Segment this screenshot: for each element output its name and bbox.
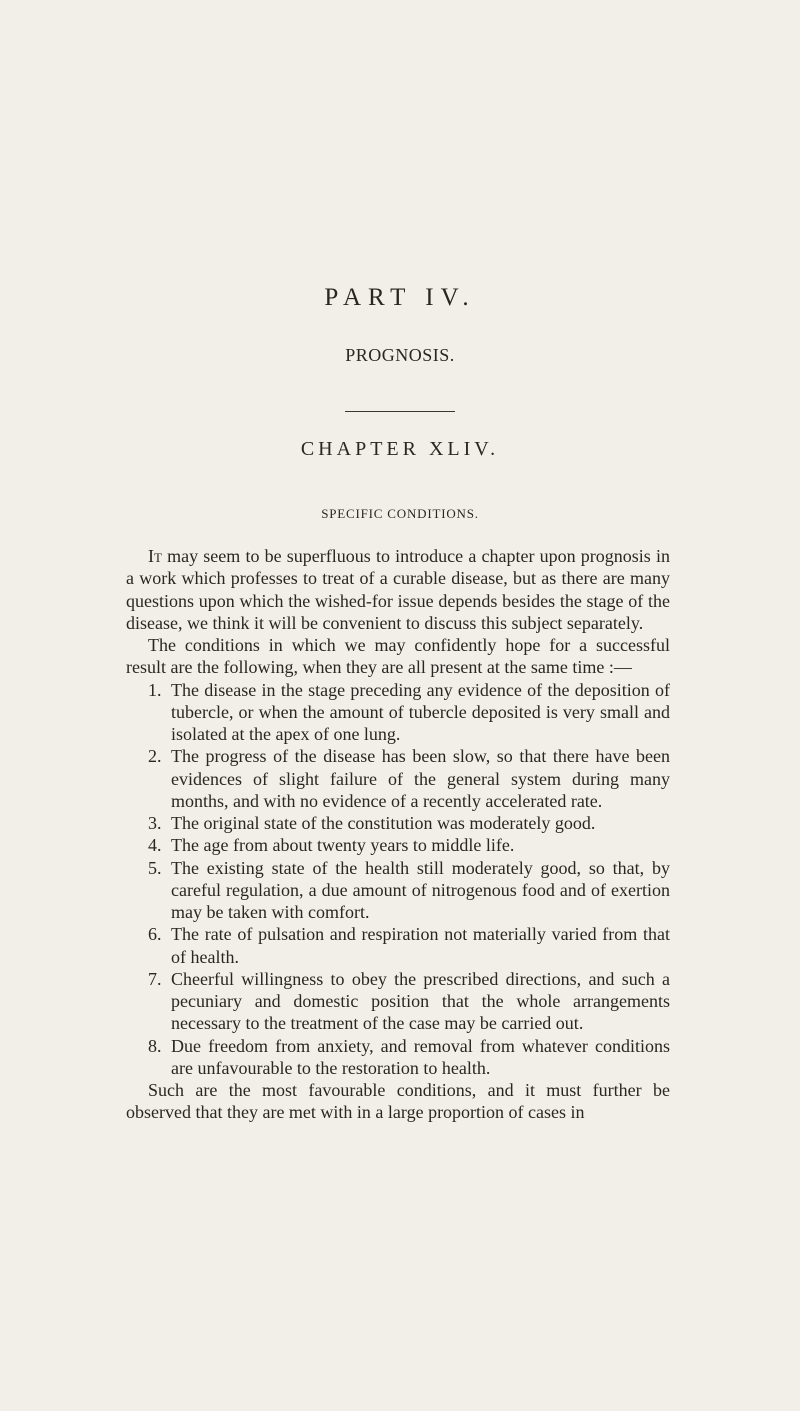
list-item-text: Cheerful willingness to obey the prescribed directions, and such a pecuniary and domestic position that the whole arrangements necessary to the treatment of the case may be carried out. — [171, 968, 670, 1034]
list-item — [126, 923, 670, 968]
list-item — [126, 679, 670, 746]
list-item-text: The original state of the constitution was moderately good. — [171, 813, 596, 833]
part-subtitle: PROGNOSIS. — [345, 345, 455, 365]
list-item-number: 4. — [148, 835, 162, 856]
list-item-text: The progress of the disease has been slow, so that there have been evidences of slight failure of the general system during many months, and with no evidence of a recently accelerated rate. — [171, 746, 670, 811]
list-item — [126, 1035, 670, 1080]
intro-paragraph — [126, 545, 670, 634]
divider-rule — [345, 411, 455, 412]
closing-paragraph: Such are the most favourable conditions, and it must further be observed that they are met with in a large proportion of cases in — [126, 1080, 670, 1123]
list-item — [126, 812, 670, 834]
list-item-number: 5. — [148, 857, 162, 878]
list-item — [126, 857, 670, 924]
intro-first-word: It — [148, 546, 162, 566]
list-item — [126, 745, 670, 812]
list-item-number: 7. — [148, 968, 162, 989]
list-item-text: The existing state of the health still moderately good, so that, by careful regulation, a due amount of nitrogenous food and of exertion may be taken with comfort. — [171, 857, 670, 922]
list-item-text: The age from about twenty years to middle life. — [171, 835, 515, 856]
chapter-title: CHAPTER XLIV. — [300, 438, 500, 460]
body-text — [126, 545, 670, 1124]
list-item-number: 6. — [148, 924, 162, 945]
section-title: SPECIFIC CONDITIONS. — [321, 506, 479, 521]
conditions-intro-paragraph: The conditions in which we may confidently hope for a successful result are the following, when they are all present at the same time :— — [126, 635, 670, 678]
list-item-number: 3. — [148, 813, 162, 833]
part-title: PART IV. — [324, 284, 476, 311]
list-item-text: The rate of pulsation and respiration not materially varied from that of health. — [171, 924, 670, 967]
list-item-text: The disease in the stage preceding any evidence of the deposition of tubercle, or when the amount of tubercle deposited is very small and isolated at the apex of one lung. — [171, 679, 670, 744]
list-item-number: 8. — [148, 1035, 162, 1056]
conditions-list — [126, 679, 670, 1080]
intro-rest: may seem to be superfluous to introduce a chapter upon prognosis in a work which professes to treat of a curable disease, but as there are many questions upon which the wished-for issue depends besides the stage of the disease, we think it will be convenient to discuss this subject separately. — [126, 546, 670, 633]
list-item-text: Due freedom from anxiety, and removal from whatever conditions are unfavourable to the restoration to health. — [171, 1035, 670, 1078]
list-item-number: 2. — [148, 746, 162, 767]
list-item — [126, 968, 670, 1035]
list-item-number: 1. — [148, 679, 162, 700]
list-item — [126, 834, 670, 856]
